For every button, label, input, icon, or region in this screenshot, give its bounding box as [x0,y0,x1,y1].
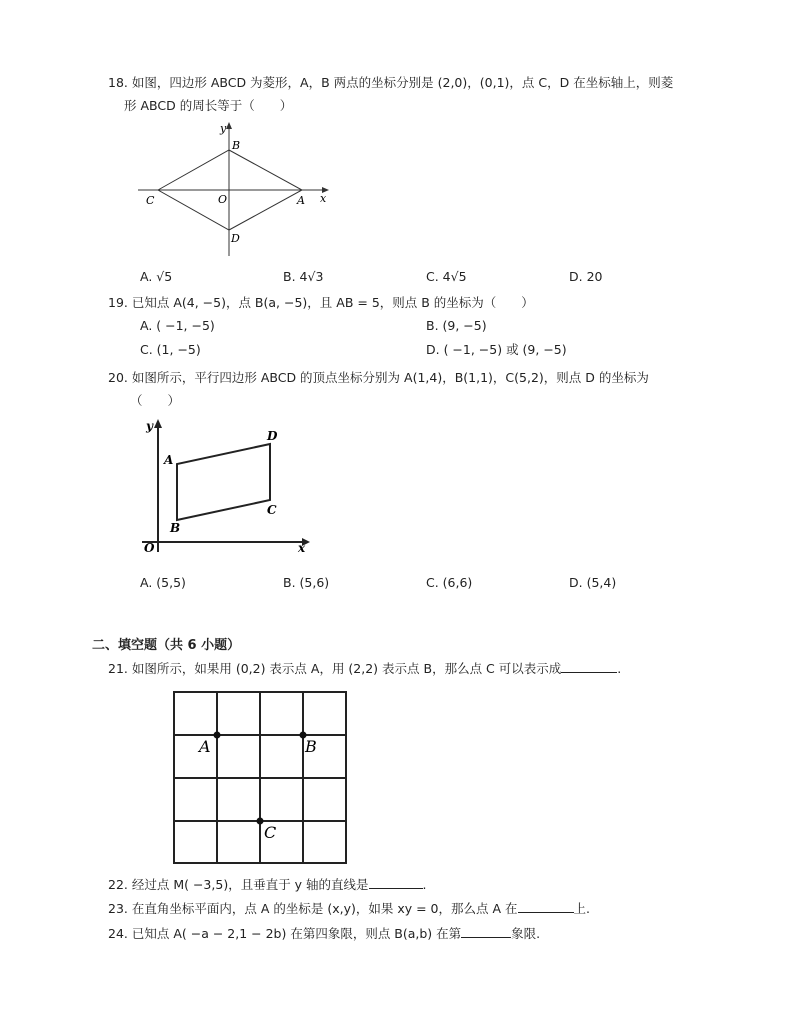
q21-point-a [214,732,221,739]
q18-stem-line1: 18. 如图，四边形 ABCD 为菱形，A，B 两点的坐标分别是 (2,0)，(0,1)，点 C，D 在坐标轴上，则菱 [108,75,674,90]
q23-stem-text: 23. 在直角坐标平面内，点 A 的坐标是 (x,y)，如果 xy = 0，那么点 A 在 [108,901,518,916]
q18-label-B: B [232,139,241,152]
q20-option-b[interactable]: B. (5,6) [283,575,330,590]
q21-point-c [257,818,264,825]
q21-label-C: C [264,823,277,842]
q20-parallelogram [177,444,270,520]
q20-parallelogram-figure [136,414,316,556]
q19-option-b[interactable]: B. (9, −5) [426,318,487,333]
q20-label-O: O [144,541,155,555]
q24-stem-end: 象限. [511,926,541,941]
q21-stem-end: . [617,661,622,676]
q18-stem-line2: 形 ABCD 的周长等于（ ） [124,98,293,113]
q18-label-x: x [320,192,327,205]
section-fill-in-title: 二、填空题（共 6 小题） [92,638,241,653]
q22-stem-end: . [422,877,427,892]
q18-rhombus-figure [136,120,336,260]
q23-stem [108,900,590,918]
q21-grid [174,692,346,863]
q24-answer-blank[interactable] [461,925,511,938]
q18-label-A: A [297,194,305,207]
q22-stem [108,876,427,894]
q18-option-d[interactable]: D. 20 [569,269,603,284]
q23-stem-end: 上. [573,901,590,916]
q21-answer-blank[interactable] [561,660,617,673]
q18-y-arrow [226,122,232,129]
q20-y-arrow [154,419,162,428]
q24-stem-text: 24. 已知点 A( −a − 2,1 − 2b) 在第四象限，则点 B(a,b) 在第 [108,926,462,941]
q18-label-C: C [146,194,155,207]
q21-grid-figure [172,690,350,868]
q20-stem-line2: （ ） [130,393,181,408]
q20-label-y: y [146,419,153,433]
q18-option-a[interactable]: A. √5 [140,269,173,284]
q24-stem [108,925,540,943]
q20-option-a[interactable]: A. (5,5) [140,575,186,590]
q20-option-d[interactable]: D. (5,4) [569,575,617,590]
q21-label-A: A [199,737,211,756]
q22-stem-text: 22. 经过点 M( −3,5)，且垂直于 y 轴的直线是 [108,877,369,892]
q18-label-y: y [220,122,227,135]
q22-answer-blank[interactable] [369,876,423,889]
q20-label-A: A [164,453,174,467]
q20-stem-line1: 20. 如图所示，平行四边形 ABCD 的顶点坐标分别为 A(1,4)，B(1,1)，C(5,2)，则点 D 的坐标为 [108,370,649,385]
q20-label-C: C [267,503,277,517]
q18-label-D: D [231,232,240,245]
q21-stem-text: 21. 如图所示，如果用 (0,2) 表示点 A，用 (2,2) 表示点 B，那么点 C 可以表示成 [108,661,562,676]
q21-label-B: B [305,737,317,756]
q20-label-B: B [170,521,181,535]
q19-option-c[interactable]: C. (1, −5) [140,342,201,357]
q20-label-D: D [267,429,278,443]
q23-answer-blank[interactable] [518,900,574,913]
q19-option-d[interactable]: D. ( −1, −5) 或 (9, −5) [426,342,567,357]
q18-option-c[interactable]: C. 4√5 [426,269,467,284]
q18-label-O: O [218,193,228,206]
q20-option-c[interactable]: C. (6,6) [426,575,473,590]
q19-stem: 19. 已知点 A(4, −5)，点 B(a, −5)，且 AB = 5，则点 B 的坐标为（ ） [108,295,534,310]
q19-option-a[interactable]: A. ( −1, −5) [140,318,215,333]
q20-label-x: x [298,541,306,555]
q18-option-b[interactable]: B. 4√3 [283,269,324,284]
q21-stem [108,660,621,678]
